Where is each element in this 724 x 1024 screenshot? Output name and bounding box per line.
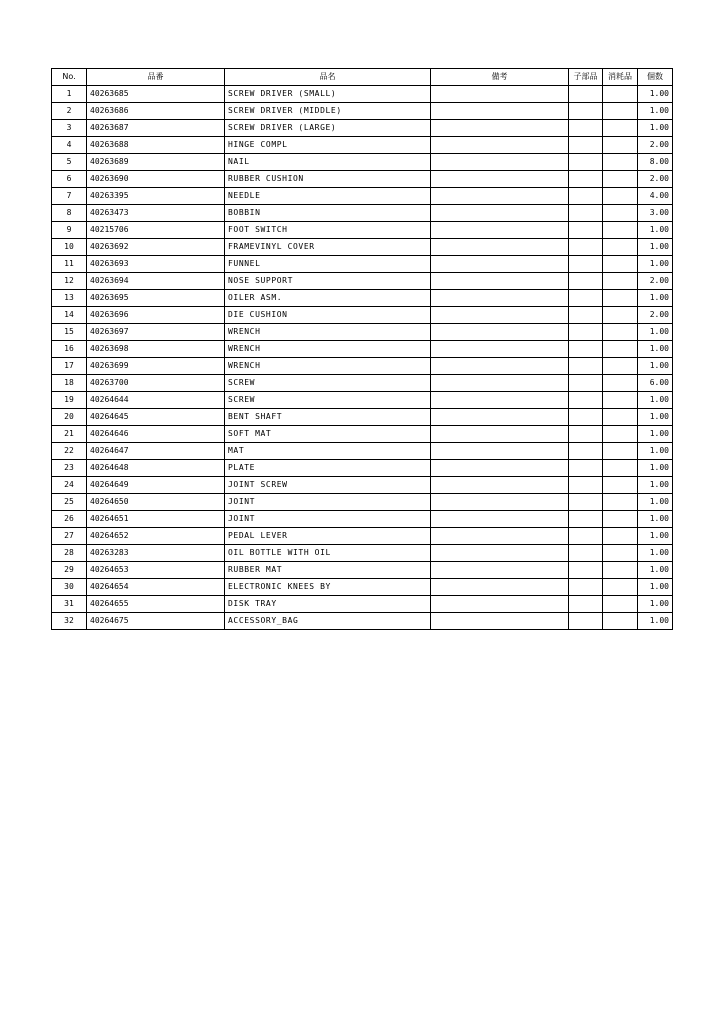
cell-no: 21 xyxy=(52,426,87,443)
cell-part-number: 40264651 xyxy=(87,511,225,528)
cell-part-name: JOINT SCREW xyxy=(225,477,431,494)
cell-part-number: 40264649 xyxy=(87,477,225,494)
cell-consumable xyxy=(603,341,638,358)
cell-part-name: WRENCH xyxy=(225,358,431,375)
cell-part-name: DIE CUSHION xyxy=(225,307,431,324)
cell-remarks xyxy=(431,290,569,307)
cell-remarks xyxy=(431,188,569,205)
table-row xyxy=(52,460,673,477)
table-row xyxy=(52,154,673,171)
cell-part-number: 40263283 xyxy=(87,545,225,562)
cell-sub-part xyxy=(569,239,603,256)
cell-no: 22 xyxy=(52,443,87,460)
cell-part-number: 40263687 xyxy=(87,120,225,137)
cell-consumable xyxy=(603,613,638,630)
cell-quantity: 2.00 xyxy=(638,171,673,188)
cell-part-name: WRENCH xyxy=(225,341,431,358)
cell-remarks xyxy=(431,579,569,596)
cell-part-number: 40263697 xyxy=(87,324,225,341)
cell-no: 26 xyxy=(52,511,87,528)
cell-part-number: 40264647 xyxy=(87,443,225,460)
table-row xyxy=(52,103,673,120)
cell-part-number: 40263685 xyxy=(87,86,225,103)
cell-remarks xyxy=(431,494,569,511)
cell-no: 7 xyxy=(52,188,87,205)
cell-quantity: 1.00 xyxy=(638,358,673,375)
header-quantity: 個数 xyxy=(638,69,673,86)
table-row xyxy=(52,443,673,460)
cell-no: 29 xyxy=(52,562,87,579)
cell-part-name: FRAMEVINYL COVER xyxy=(225,239,431,256)
cell-no: 5 xyxy=(52,154,87,171)
cell-consumable xyxy=(603,222,638,239)
cell-part-number: 40215706 xyxy=(87,222,225,239)
table-row xyxy=(52,239,673,256)
cell-quantity: 1.00 xyxy=(638,256,673,273)
cell-consumable xyxy=(603,239,638,256)
cell-quantity: 1.00 xyxy=(638,341,673,358)
cell-part-number: 40263692 xyxy=(87,239,225,256)
cell-quantity: 1.00 xyxy=(638,460,673,477)
cell-quantity: 1.00 xyxy=(638,409,673,426)
cell-quantity: 2.00 xyxy=(638,137,673,154)
cell-sub-part xyxy=(569,460,603,477)
cell-quantity: 1.00 xyxy=(638,477,673,494)
cell-no: 24 xyxy=(52,477,87,494)
cell-no: 9 xyxy=(52,222,87,239)
cell-no: 28 xyxy=(52,545,87,562)
cell-part-number: 40263686 xyxy=(87,103,225,120)
cell-part-name: NOSE SUPPORT xyxy=(225,273,431,290)
cell-part-name: PEDAL LEVER xyxy=(225,528,431,545)
cell-consumable xyxy=(603,273,638,290)
cell-quantity: 1.00 xyxy=(638,239,673,256)
cell-part-name: BOBBIN xyxy=(225,205,431,222)
cell-consumable xyxy=(603,307,638,324)
cell-remarks xyxy=(431,409,569,426)
cell-no: 8 xyxy=(52,205,87,222)
cell-part-name: SCREW DRIVER (MIDDLE) xyxy=(225,103,431,120)
cell-no: 19 xyxy=(52,392,87,409)
cell-part-number: 40263688 xyxy=(87,137,225,154)
cell-consumable xyxy=(603,511,638,528)
cell-remarks xyxy=(431,205,569,222)
cell-part-number: 40263694 xyxy=(87,273,225,290)
cell-remarks xyxy=(431,596,569,613)
cell-part-name: SOFT MAT xyxy=(225,426,431,443)
cell-part-name: PLATE xyxy=(225,460,431,477)
cell-remarks xyxy=(431,613,569,630)
cell-part-number: 40263696 xyxy=(87,307,225,324)
cell-sub-part xyxy=(569,205,603,222)
cell-quantity: 1.00 xyxy=(638,511,673,528)
cell-quantity: 1.00 xyxy=(638,494,673,511)
cell-consumable xyxy=(603,426,638,443)
cell-no: 4 xyxy=(52,137,87,154)
cell-consumable xyxy=(603,137,638,154)
cell-consumable xyxy=(603,579,638,596)
cell-part-number: 40264650 xyxy=(87,494,225,511)
cell-no: 11 xyxy=(52,256,87,273)
cell-sub-part xyxy=(569,341,603,358)
cell-part-name: WRENCH xyxy=(225,324,431,341)
cell-sub-part xyxy=(569,613,603,630)
table-row xyxy=(52,290,673,307)
cell-no: 16 xyxy=(52,341,87,358)
cell-remarks xyxy=(431,477,569,494)
cell-remarks xyxy=(431,171,569,188)
cell-part-name: HINGE COMPL xyxy=(225,137,431,154)
table-row xyxy=(52,120,673,137)
cell-quantity: 1.00 xyxy=(638,545,673,562)
cell-part-name: SCREW xyxy=(225,392,431,409)
cell-remarks xyxy=(431,392,569,409)
cell-remarks xyxy=(431,239,569,256)
header-no: No. xyxy=(52,69,87,86)
cell-quantity: 3.00 xyxy=(638,205,673,222)
cell-sub-part xyxy=(569,426,603,443)
cell-quantity: 1.00 xyxy=(638,86,673,103)
cell-part-number: 40264648 xyxy=(87,460,225,477)
table-row xyxy=(52,188,673,205)
cell-part-number: 40264645 xyxy=(87,409,225,426)
table-row xyxy=(52,596,673,613)
cell-consumable xyxy=(603,477,638,494)
table-row xyxy=(52,222,673,239)
cell-quantity: 2.00 xyxy=(638,307,673,324)
cell-no: 1 xyxy=(52,86,87,103)
cell-consumable xyxy=(603,188,638,205)
parts-list-table xyxy=(51,68,673,630)
cell-consumable xyxy=(603,443,638,460)
cell-sub-part xyxy=(569,103,603,120)
cell-sub-part xyxy=(569,596,603,613)
table-row xyxy=(52,545,673,562)
cell-no: 30 xyxy=(52,579,87,596)
table-row xyxy=(52,528,673,545)
cell-consumable xyxy=(603,545,638,562)
cell-remarks xyxy=(431,341,569,358)
table-row xyxy=(52,358,673,375)
cell-quantity: 1.00 xyxy=(638,613,673,630)
cell-sub-part xyxy=(569,392,603,409)
cell-sub-part xyxy=(569,528,603,545)
cell-remarks xyxy=(431,443,569,460)
cell-remarks xyxy=(431,562,569,579)
table-row xyxy=(52,256,673,273)
cell-no: 27 xyxy=(52,528,87,545)
cell-quantity: 1.00 xyxy=(638,120,673,137)
cell-part-number: 40263699 xyxy=(87,358,225,375)
cell-part-name: SCREW DRIVER (SMALL) xyxy=(225,86,431,103)
cell-quantity: 2.00 xyxy=(638,273,673,290)
cell-remarks xyxy=(431,86,569,103)
cell-part-name: JOINT xyxy=(225,511,431,528)
cell-part-number: 40263690 xyxy=(87,171,225,188)
cell-consumable xyxy=(603,460,638,477)
cell-no: 20 xyxy=(52,409,87,426)
cell-sub-part xyxy=(569,273,603,290)
cell-part-number: 40264675 xyxy=(87,613,225,630)
table-row xyxy=(52,477,673,494)
cell-consumable xyxy=(603,103,638,120)
cell-consumable xyxy=(603,256,638,273)
cell-no: 23 xyxy=(52,460,87,477)
cell-sub-part xyxy=(569,579,603,596)
cell-consumable xyxy=(603,205,638,222)
cell-consumable xyxy=(603,120,638,137)
cell-no: 13 xyxy=(52,290,87,307)
cell-sub-part xyxy=(569,545,603,562)
cell-part-number: 40263395 xyxy=(87,188,225,205)
cell-sub-part xyxy=(569,443,603,460)
cell-sub-part xyxy=(569,120,603,137)
cell-remarks xyxy=(431,528,569,545)
cell-part-number: 40263693 xyxy=(87,256,225,273)
cell-part-name: SCREW xyxy=(225,375,431,392)
cell-part-number: 40264652 xyxy=(87,528,225,545)
cell-quantity: 1.00 xyxy=(638,324,673,341)
table-row xyxy=(52,409,673,426)
cell-quantity: 1.00 xyxy=(638,103,673,120)
cell-consumable xyxy=(603,171,638,188)
cell-part-name: JOINT xyxy=(225,494,431,511)
cell-no: 25 xyxy=(52,494,87,511)
cell-sub-part xyxy=(569,290,603,307)
table-row xyxy=(52,511,673,528)
cell-part-name: DISK TRAY xyxy=(225,596,431,613)
cell-quantity: 6.00 xyxy=(638,375,673,392)
cell-quantity: 1.00 xyxy=(638,562,673,579)
cell-sub-part xyxy=(569,222,603,239)
header-remarks: 備考 xyxy=(431,69,569,86)
cell-part-number: 40263689 xyxy=(87,154,225,171)
table-row xyxy=(52,86,673,103)
header-consumable: 消耗品 xyxy=(603,69,638,86)
cell-sub-part xyxy=(569,154,603,171)
cell-sub-part xyxy=(569,324,603,341)
cell-sub-part xyxy=(569,494,603,511)
cell-quantity: 1.00 xyxy=(638,392,673,409)
cell-consumable xyxy=(603,324,638,341)
cell-consumable xyxy=(603,375,638,392)
cell-remarks xyxy=(431,375,569,392)
cell-remarks xyxy=(431,273,569,290)
cell-part-name: RUBBER CUSHION xyxy=(225,171,431,188)
cell-no: 15 xyxy=(52,324,87,341)
cell-consumable xyxy=(603,528,638,545)
table-row xyxy=(52,613,673,630)
cell-consumable xyxy=(603,290,638,307)
cell-quantity: 1.00 xyxy=(638,528,673,545)
cell-remarks xyxy=(431,324,569,341)
table-row xyxy=(52,375,673,392)
cell-remarks xyxy=(431,545,569,562)
cell-no: 6 xyxy=(52,171,87,188)
table-row xyxy=(52,392,673,409)
cell-part-number: 40264655 xyxy=(87,596,225,613)
cell-part-name: ELECTRONIC KNEES BY xyxy=(225,579,431,596)
cell-no: 10 xyxy=(52,239,87,256)
cell-no: 31 xyxy=(52,596,87,613)
cell-sub-part xyxy=(569,86,603,103)
table-row xyxy=(52,426,673,443)
cell-part-name: ACCESSORY_BAG xyxy=(225,613,431,630)
cell-sub-part xyxy=(569,375,603,392)
cell-part-number: 40263473 xyxy=(87,205,225,222)
cell-remarks xyxy=(431,137,569,154)
cell-remarks xyxy=(431,358,569,375)
cell-no: 3 xyxy=(52,120,87,137)
cell-quantity: 1.00 xyxy=(638,596,673,613)
cell-part-name: MAT xyxy=(225,443,431,460)
table-row xyxy=(52,171,673,188)
cell-part-name: SCREW DRIVER (LARGE) xyxy=(225,120,431,137)
cell-consumable xyxy=(603,409,638,426)
cell-part-number: 40264644 xyxy=(87,392,225,409)
cell-remarks xyxy=(431,222,569,239)
cell-consumable xyxy=(603,494,638,511)
cell-sub-part xyxy=(569,409,603,426)
cell-part-number: 40264653 xyxy=(87,562,225,579)
cell-quantity: 4.00 xyxy=(638,188,673,205)
table-row xyxy=(52,562,673,579)
cell-quantity: 8.00 xyxy=(638,154,673,171)
cell-consumable xyxy=(603,154,638,171)
table-row xyxy=(52,341,673,358)
header-sub-part: 子部品 xyxy=(569,69,603,86)
cell-quantity: 1.00 xyxy=(638,426,673,443)
cell-sub-part xyxy=(569,188,603,205)
table-row xyxy=(52,494,673,511)
cell-sub-part xyxy=(569,562,603,579)
cell-sub-part xyxy=(569,256,603,273)
cell-sub-part xyxy=(569,307,603,324)
cell-part-name: FUNNEL xyxy=(225,256,431,273)
cell-sub-part xyxy=(569,137,603,154)
cell-consumable xyxy=(603,392,638,409)
cell-quantity: 1.00 xyxy=(638,443,673,460)
cell-remarks xyxy=(431,154,569,171)
cell-no: 2 xyxy=(52,103,87,120)
table-row xyxy=(52,324,673,341)
cell-sub-part xyxy=(569,358,603,375)
table-body xyxy=(52,86,673,630)
cell-consumable xyxy=(603,86,638,103)
cell-part-number: 40264646 xyxy=(87,426,225,443)
table-row xyxy=(52,307,673,324)
header-part-number: 品番 xyxy=(87,69,225,86)
cell-part-name: OIL BOTTLE WITH OIL xyxy=(225,545,431,562)
cell-remarks xyxy=(431,307,569,324)
table-row xyxy=(52,137,673,154)
cell-no: 17 xyxy=(52,358,87,375)
cell-no: 12 xyxy=(52,273,87,290)
cell-part-number: 40263695 xyxy=(87,290,225,307)
cell-remarks xyxy=(431,460,569,477)
cell-part-number: 40263698 xyxy=(87,341,225,358)
cell-part-name: RUBBER MAT xyxy=(225,562,431,579)
cell-remarks xyxy=(431,511,569,528)
cell-quantity: 1.00 xyxy=(638,222,673,239)
cell-remarks xyxy=(431,120,569,137)
cell-part-number: 40264654 xyxy=(87,579,225,596)
cell-no: 18 xyxy=(52,375,87,392)
cell-remarks xyxy=(431,426,569,443)
cell-sub-part xyxy=(569,171,603,188)
table-row xyxy=(52,273,673,290)
cell-part-name: BENT SHAFT xyxy=(225,409,431,426)
cell-part-number: 40263700 xyxy=(87,375,225,392)
cell-consumable xyxy=(603,562,638,579)
cell-part-name: NAIL xyxy=(225,154,431,171)
table-row xyxy=(52,205,673,222)
cell-sub-part xyxy=(569,511,603,528)
cell-no: 32 xyxy=(52,613,87,630)
cell-consumable xyxy=(603,358,638,375)
cell-no: 14 xyxy=(52,307,87,324)
cell-part-name: FOOT SWITCH xyxy=(225,222,431,239)
table-header-row xyxy=(52,69,673,86)
cell-quantity: 1.00 xyxy=(638,579,673,596)
cell-consumable xyxy=(603,596,638,613)
cell-part-name: OILER ASM. xyxy=(225,290,431,307)
cell-part-name: NEEDLE xyxy=(225,188,431,205)
cell-remarks xyxy=(431,256,569,273)
cell-remarks xyxy=(431,103,569,120)
header-part-name: 品名 xyxy=(225,69,431,86)
cell-sub-part xyxy=(569,477,603,494)
cell-quantity: 1.00 xyxy=(638,290,673,307)
table-row xyxy=(52,579,673,596)
